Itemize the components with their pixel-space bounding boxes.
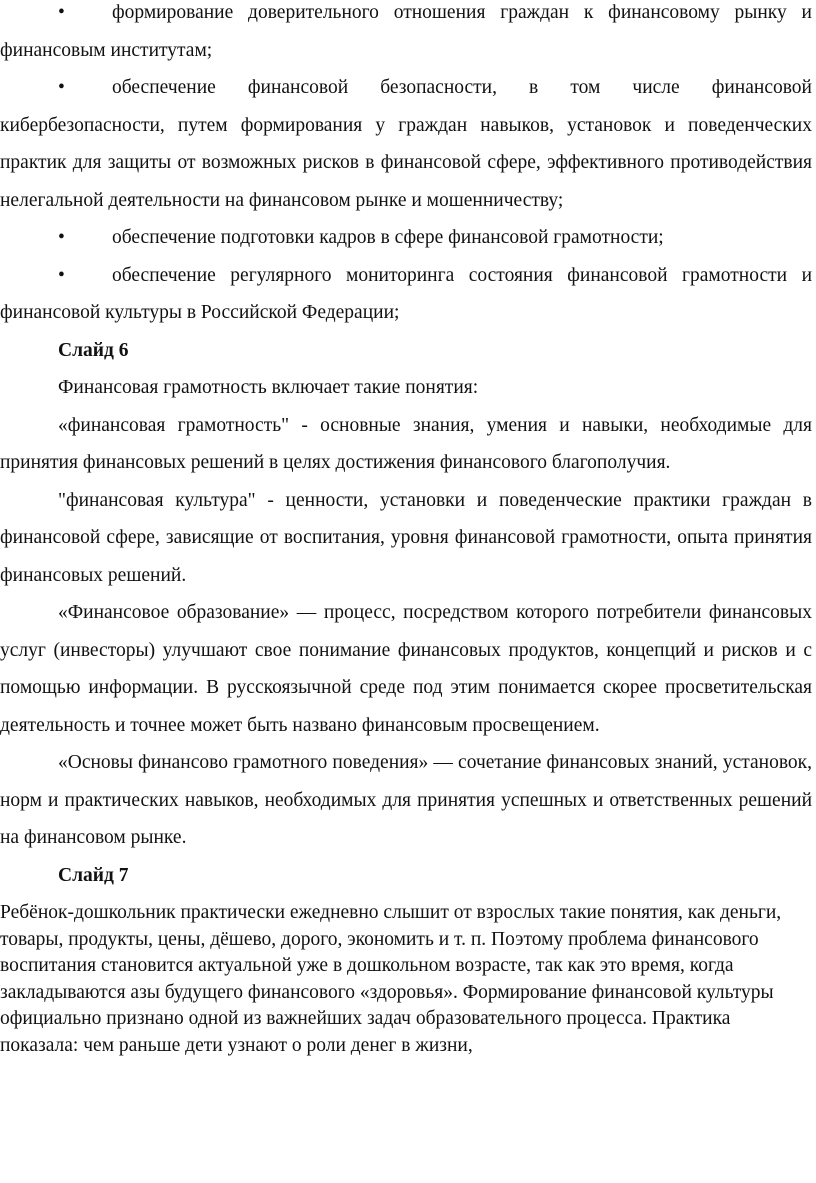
- bullet-item: [0, 257, 812, 332]
- bullet-text: формирование доверительного отношения граждан к финансовому рынку и финансовым институтам;: [0, 2, 812, 61]
- bullet-mark: •: [58, 227, 65, 248]
- slide6-paragraph-3: «Финансовое образование» — процесс, посредством которого потребители финансовых услуг (инвесторы) улучшают свое понимание финансовых продуктов, концепций и рисков и с помощью информации. В русскоязычной среде под этим понимается скорее просветительская деятельность и точнее может быть названо финансовым просвещением.: [0, 602, 812, 736]
- bullet-text: обеспечение регулярного мониторинга состояния финансовой грамотности и финансовой культуры в Российской Федерации;: [0, 264, 812, 323]
- slide6-heading: Слайд 6: [58, 339, 129, 361]
- slide7-paragraph-1: Ребёнок-дошкольник практически ежедневно слышит от взрослых такие понятия, как деньги, товары, продукты, цены, дёшево, дорого, экономить и т. п. Поэтому проблема финансового воспитания становится актуальной уже в дошкольном возрасте, так как это время, когда закладываются азы будущего финансового «здоровья». Формирование финансовой культуры официально признано одной из важнейших задач образовательного процесса. Практика показала: чем раньше дети узнают о роли денег в жизни,: [0, 902, 782, 1056]
- bullet-text: обеспечение подготовки кадров в сфере финансовой грамотности;: [112, 227, 664, 248]
- slide6-paragraph-1: «финансовая грамотность" - основные знания, умения и навыки, необходимые для принятия финансовых решений в целях достижения финансового благополучия.: [0, 414, 812, 473]
- slide6-paragraph-2: "финансовая культура" - ценности, установки и поведенческие практики граждан в финансовой сфере, зависящие от воспитания, уровня финансовой грамотности, опыта принятия финансовых решений.: [0, 489, 812, 586]
- slide6-paragraph-4: «Основы финансово грамотного поведения» — сочетание финансовых знаний, установок, норм и практических навыков, необходимых для принятия успешных и ответственных решений на финансовом рынке.: [0, 752, 812, 848]
- bullet-item: [0, 0, 812, 69]
- bullet-item: [0, 219, 812, 257]
- bullet-text: обеспечение финансовой безопасности, в том числе финансовой кибербезопасности, путем формирования у граждан навыков, установок и поведенческих практик для защиты от возможных рисков в финансовой сфере, эффективного противодействия нелегальной деятельности на финансовом рынке и мошенничеству;: [0, 77, 812, 211]
- bullet-item: [0, 69, 812, 219]
- bullet-mark: •: [58, 2, 65, 23]
- slide7-heading: Слайд 7: [58, 864, 129, 886]
- bullet-mark: •: [58, 77, 65, 98]
- bullet-mark: •: [58, 264, 65, 286]
- slide6-intro: Финансовая грамотность включает такие понятия:: [58, 377, 479, 398]
